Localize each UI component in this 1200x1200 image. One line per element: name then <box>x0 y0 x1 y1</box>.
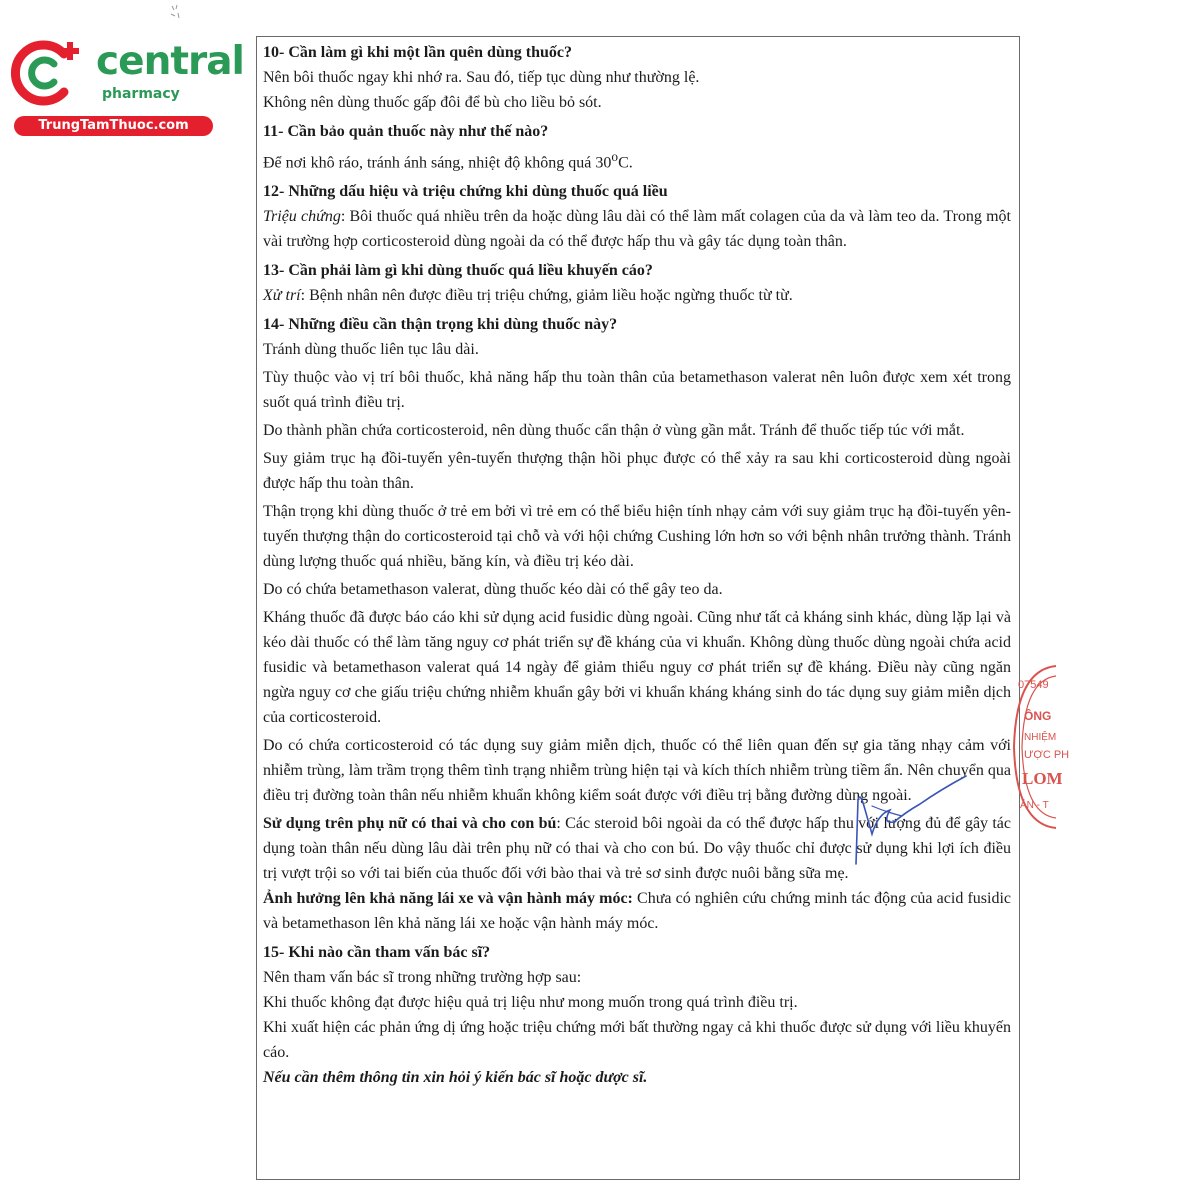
brand-subtitle: pharmacy <box>102 86 180 102</box>
stamp-text-3: NHIỆM <box>1024 732 1057 743</box>
section-15-text-2: Khi thuốc không đạt được hiệu quả trị liệu như mong muốn trong quá trình điều trị. <box>263 994 798 1012</box>
pregnancy-text: : Các steroid bôi ngoài da có thể được hấp thu với lượng đủ để gây tác dụng toàn thân nếu dùng lâu dài trên phụ nữ có thai và cho con bú. Do vậy thuốc chỉ được sử dụng khi lợi ích điều trị vượt trội so với tai biến của thuốc đối với bào thai và trẻ sơ sinh được nuôi bằng sữa mẹ. <box>263 815 1011 883</box>
stamp-text-6: ÂN - T <box>1020 800 1049 811</box>
company-stamp <box>1010 662 1070 832</box>
section-14-text-1: Tránh dùng thuốc liên tục lâu dài. <box>263 341 479 359</box>
scan-speck-icon <box>168 4 182 20</box>
section-14-text-3: Do thành phần chứa corticosteroid, nên dùng thuốc cẩn thận ở vùng gần mắt. Tránh để thuốc tiếp túc với mắt. <box>263 422 965 440</box>
pregnancy-label: Sử dụng trên phụ nữ có thai và cho con bú <box>263 815 557 833</box>
section-10-title: 10- Cần làm gì khi một lần quên dùng thuốc? <box>263 44 572 61</box>
section-12-title: 12- Những dấu hiệu và triệu chứng khi dùng thuốc quá liều <box>263 183 668 201</box>
section-14-text-7: Kháng thuốc đã được báo cáo khi sử dụng acid fusidic dùng ngoài. Cũng như tất cả kháng sinh khác, dùng lặp lại và kéo dài thuốc có thể làm tăng nguy cơ phát triển sự đề kháng của vi khuẩn. Không dùng thuốc dùng ngoài chứa acid fusidic và betamethason valerat quá 14 ngày để giảm thiểu nguy cơ phát triển sự đề kháng. Điều này cũng ngăn ngừa nguy cơ che giấu triệu chứng nhiễm khuẩn gây bởi vi khuẩn kháng kháng sinh do tác dụng suy giảm miễn dịch của corticosteroid. <box>263 609 1011 727</box>
section-14-text-2: Tùy thuộc vào vị trí bôi thuốc, khả năng hấp thu toàn thân của betamethason valerat nên luôn được xem xét trong suốt quá trình điều trị. <box>263 369 1011 412</box>
section-11-text <box>263 144 1011 175</box>
signature <box>842 772 972 872</box>
section-11-title: 11- Cần bảo quản thuốc này như thế nào? <box>263 123 549 140</box>
section-13-title: 13- Cần phải làm gì khi dùng thuốc quá liều khuyến cáo? <box>263 262 653 280</box>
central-pharmacy-logo[interactable] <box>10 34 244 136</box>
section-14-text-6: Do có chứa betamethason valerat, dùng thuốc kéo dài có thể gây teo da. <box>263 581 723 599</box>
section-13-text <box>263 283 1011 308</box>
brand-url[interactable]: TrungTamThuoc.com <box>14 116 213 136</box>
section-15-title: 15- Khi nào cần tham vấn bác sĩ? <box>263 944 491 962</box>
stamp-text-1: 07549 <box>1018 679 1049 691</box>
section-14-text-5: Thận trọng khi dùng thuốc ở trẻ em bởi vì trẻ em có thể biểu hiện tính nhạy cảm với suy giảm trục hạ đồi-tuyến yên-tuyến thượng thận do corticosteroid tại chỗ và với hội chứng Cushing lớn hơn so với bệnh nhân trưởng thành. Tránh dùng lượng thuốc quá nhiều, băng kín, và điều trị kéo dài. <box>263 503 1011 571</box>
section-10-text-2: Không nên dùng thuốc gấp đôi để bù cho liều bỏ sót. <box>263 94 602 111</box>
symptoms-label: Triệu chứng <box>263 208 341 226</box>
leaflet-content <box>263 40 1011 1090</box>
section-14-title: 14- Những điều cần thận trọng khi dùng thuốc này? <box>263 316 618 334</box>
stamp-text-5: LOM <box>1022 769 1063 788</box>
section-14-text-8: Do có chứa corticosteroid có tác dụng suy giảm miễn dịch, thuốc có thể liên quan đến sự gia tăng nhạy cảm với nhiễm trùng, làm trầm trọng thêm tình trạng nhiễm trùng hiện tại và kích thích nhiễm trùng tiềm ẩn. Nên chuyển qua điều trị đường toàn thân nếu nhiễm khuẩn không kiểm soát được với điều trị bằng đường dùng ngoài. <box>263 737 1011 805</box>
treatment-label: Xử trí <box>263 287 301 305</box>
pharmacy-c-cross-icon <box>10 36 88 108</box>
driving-label: Ảnh hưởng lên khả năng lái xe và vận hành máy móc: <box>263 890 633 908</box>
section-10-text-1: Nên bôi thuốc ngay khi nhớ ra. Sau đó, tiếp tục dùng như thường lệ. <box>263 69 700 86</box>
symptoms-text: : Bôi thuốc quá nhiều trên da hoặc dùng lâu dài có thể làm mất colagen của da và làm teo da. Trong một vài trường hợp corticosteroid dùng ngoài da có thể được hấp thu và gây tác dụng toàn thân. <box>263 208 1011 251</box>
driving-text: Chưa có nghiên cứu chứng minh tác động của acid fusidic và betamethason lên khả năng lái xe hoặc vận hành máy móc. <box>263 890 1011 933</box>
treatment-text: : Bệnh nhân nên được điều trị triệu chứng, giảm liều hoặc ngừng thuốc từ từ. <box>300 287 793 305</box>
final-note: Nếu cần thêm thông tin xin hỏi ý kiến bác sĩ hoặc dược sĩ. <box>263 1069 648 1087</box>
section-15-text-1: Nên tham vấn bác sĩ trong những trường hợp sau: <box>263 969 582 987</box>
section-14-text-4: Suy giảm trục hạ đồi-tuyến yên-tuyến thượng thận hồi phục được có thể xảy ra sau khi corticosteroid dùng ngoài được hấp thu toàn thân. <box>263 450 1011 493</box>
section-15-text-3: Khi xuất hiện các phản ứng dị ứng hoặc triệu chứng mới bất thường ngay cả khi thuốc được sử dụng với liều khuyến cáo. <box>263 1019 1011 1062</box>
temperature-unit: C. <box>618 154 633 172</box>
section-12-text <box>263 204 1011 254</box>
driving-paragraph <box>263 886 1011 936</box>
stamp-text-4: ƯỢC PH <box>1024 749 1070 761</box>
brand-name: central <box>96 39 244 84</box>
storage-text: Để nơi khô ráo, tránh ánh sáng, nhiệt độ không quá 30 <box>263 154 612 172</box>
stamp-text-2: ÔNG <box>1024 709 1052 723</box>
degree-sign: o <box>611 149 619 164</box>
